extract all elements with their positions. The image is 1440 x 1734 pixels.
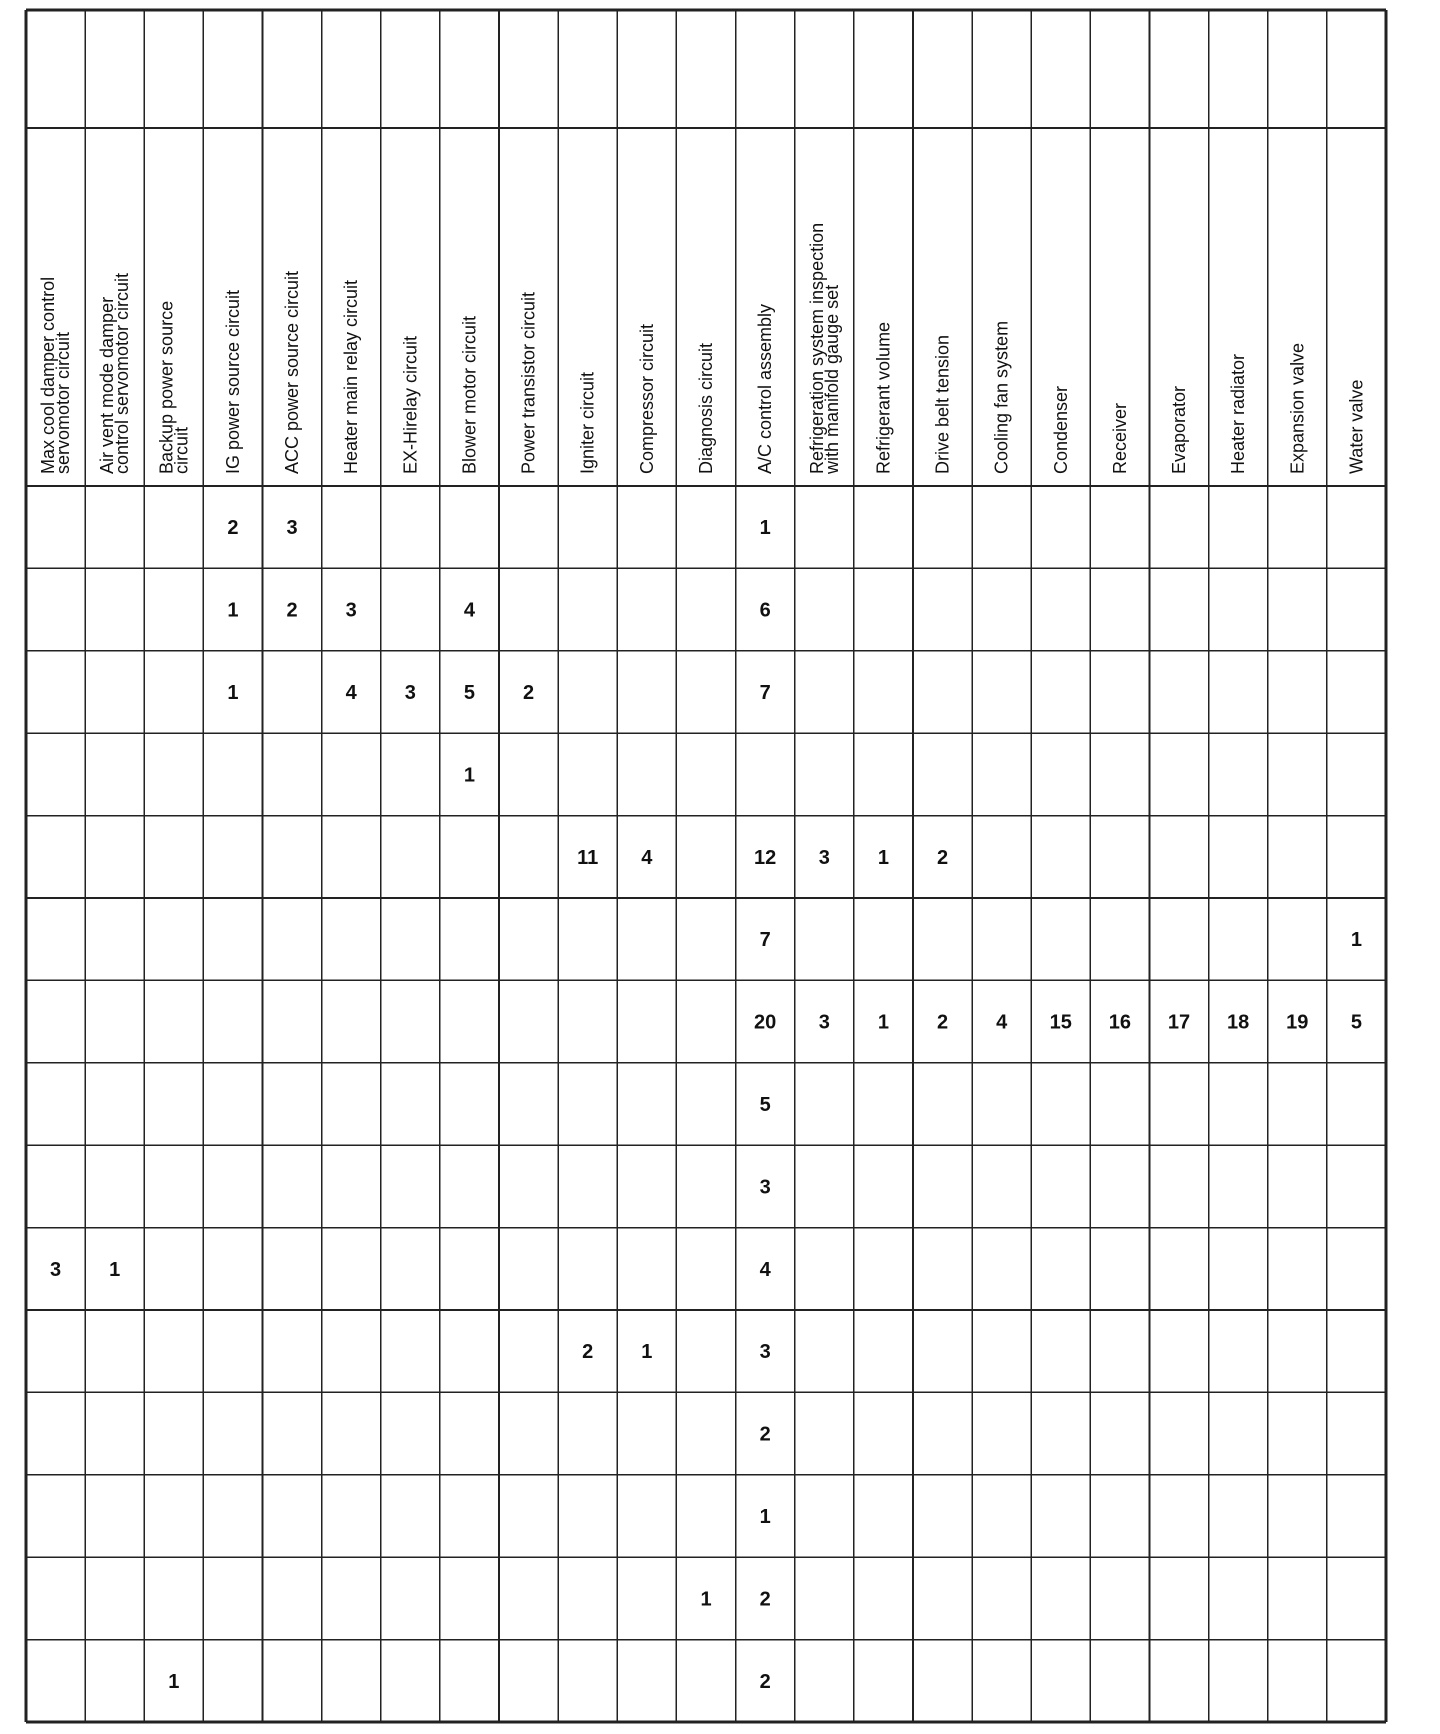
table-row xyxy=(760,1424,771,1446)
table-cell-value: 17 xyxy=(1167,1011,1191,1034)
table-row xyxy=(760,1176,771,1198)
table-cell-value: 7 xyxy=(759,929,771,952)
table-cell-value: 7 xyxy=(759,682,771,704)
column-header xyxy=(156,301,191,474)
table-cell-value: 2 xyxy=(582,1341,594,1364)
column-header-label: Refrigerant volume xyxy=(873,321,894,474)
table-row xyxy=(760,1506,771,1528)
table-cell-value: 4 xyxy=(345,682,357,704)
table-cell-value: 4 xyxy=(996,1011,1008,1034)
table-cell-value: 5 xyxy=(759,1094,771,1116)
table-row xyxy=(577,847,948,869)
table-cell-value: 3 xyxy=(50,1258,62,1281)
table-cell-value: 5 xyxy=(1350,1011,1362,1034)
column-header xyxy=(873,322,893,474)
table-cell-value: 3 xyxy=(286,517,298,540)
column-header-label: Evaporator xyxy=(1169,385,1190,474)
table-cell-value: 3 xyxy=(818,1011,830,1034)
column-header-label: Water valve xyxy=(1346,379,1367,474)
column-header-label: IG power source circuit xyxy=(222,289,243,474)
table-cell-value: 19 xyxy=(1286,1011,1309,1034)
table-cell-value: 1 xyxy=(463,764,476,787)
table-cell-value: 4 xyxy=(641,846,653,869)
table-cell-value: 3 xyxy=(759,1176,771,1199)
column-header-label: Receiver xyxy=(1109,402,1130,474)
column-header xyxy=(1346,380,1366,474)
column-header xyxy=(1287,343,1307,474)
column-header-label: with manifold gauge set xyxy=(821,284,842,474)
column-header-label: circuit xyxy=(171,426,192,474)
table-cell-value: 2 xyxy=(759,1670,771,1693)
table-cell-value: 12 xyxy=(754,846,777,869)
table-row xyxy=(168,1671,770,1693)
column-header-label: servomotor circuit xyxy=(53,331,74,474)
table-cell-value: 2 xyxy=(227,517,239,540)
column-header-label: Air vent mode damper xyxy=(97,296,118,474)
column-header xyxy=(341,280,361,474)
column-header xyxy=(807,223,842,475)
table-cell-value: 15 xyxy=(1049,1011,1072,1034)
table-cell-value: 2 xyxy=(759,1423,771,1446)
table-cell-value: 1 xyxy=(759,517,771,540)
column-header xyxy=(696,343,716,474)
table-cell-value: 2 xyxy=(936,1011,949,1034)
table-cell-value: 1 xyxy=(877,1011,889,1034)
table-cell-value: 11 xyxy=(577,846,599,869)
table-cell-value: 16 xyxy=(1108,1011,1132,1034)
column-header xyxy=(282,271,302,474)
table-grid xyxy=(26,10,1386,1722)
table-cell-value: 1 xyxy=(877,846,889,869)
table-cell-value: 3 xyxy=(818,846,830,869)
table-cell-value: 20 xyxy=(754,1011,777,1034)
table-cell-value: 1 xyxy=(759,1506,771,1528)
table-body xyxy=(50,517,1362,1693)
column-header-label: Backup power source xyxy=(156,300,177,474)
column-header xyxy=(933,335,953,474)
table-cell-value: 3 xyxy=(404,682,416,704)
column-header-label: A/C control assembly xyxy=(755,303,776,474)
table-row xyxy=(464,764,475,786)
column-header-label: Heater main relay circuit xyxy=(341,279,362,474)
column-header xyxy=(400,336,420,474)
column-header xyxy=(1228,354,1248,474)
table-cell-value: 1 xyxy=(700,1588,712,1611)
table-cell-value: 18 xyxy=(1227,1011,1250,1034)
table-cell-value: 3 xyxy=(345,599,357,622)
column-header-label: Heater radiator xyxy=(1228,353,1249,474)
column-header xyxy=(578,372,598,474)
column-header-label: Cooling fan system xyxy=(991,320,1012,474)
table-cell-value: 3 xyxy=(759,1341,771,1364)
column-header xyxy=(992,321,1012,474)
column-header xyxy=(97,273,132,474)
table-row xyxy=(760,1094,771,1116)
column-header xyxy=(519,292,539,474)
column-header xyxy=(1051,386,1071,474)
column-header-label: Diagnosis circuit xyxy=(696,342,716,474)
column-header-label: Blower motor circuit xyxy=(459,315,480,474)
column-header-label: Igniter circuit xyxy=(577,371,598,474)
table-cell-value: 1 xyxy=(641,1341,653,1364)
table-cell-value: 2 xyxy=(936,846,949,869)
table-row xyxy=(754,1012,1362,1034)
column-header-label: control servomotor circuit xyxy=(112,272,133,474)
column-header-label: Refrigeration system inspection xyxy=(806,222,827,474)
table-cell-value: 6 xyxy=(759,599,771,622)
table-column-headers xyxy=(38,223,1366,475)
column-header xyxy=(459,316,479,474)
table-cell-value: 2 xyxy=(759,1588,771,1611)
column-header xyxy=(1169,386,1189,474)
column-header-label: Condenser xyxy=(1050,385,1071,474)
column-header xyxy=(637,324,657,474)
column-header-label: Expansion valve xyxy=(1287,342,1308,474)
table-row xyxy=(760,929,1362,951)
table-cell-value: 5 xyxy=(463,682,476,704)
table-cell-value: 2 xyxy=(286,599,298,622)
table-row xyxy=(50,1259,772,1281)
column-header xyxy=(223,290,243,474)
table-cell-value: 1 xyxy=(109,1258,121,1281)
column-header-label: EX-Hirelay circuit xyxy=(400,335,421,474)
column-header-label: Power transistor circuit xyxy=(518,291,539,474)
table-cell-value: 1 xyxy=(227,599,239,622)
table-cell-value: 4 xyxy=(463,599,476,622)
column-header-label: Max cool damper control xyxy=(38,276,59,474)
column-header xyxy=(1110,403,1130,474)
table-cell-value: 1 xyxy=(168,1670,180,1693)
table-cell-value: 1 xyxy=(227,682,239,704)
table-cell-value: 2 xyxy=(523,682,535,704)
column-header xyxy=(755,304,775,474)
table-cell-value: 4 xyxy=(759,1258,771,1281)
column-header-label: Drive belt tension xyxy=(932,334,953,474)
table-cell-value: 1 xyxy=(1350,929,1362,952)
column-header xyxy=(38,277,73,474)
column-header-label: Compressor circuit xyxy=(636,323,657,474)
column-header-label: ACC power source circuit xyxy=(282,270,303,474)
